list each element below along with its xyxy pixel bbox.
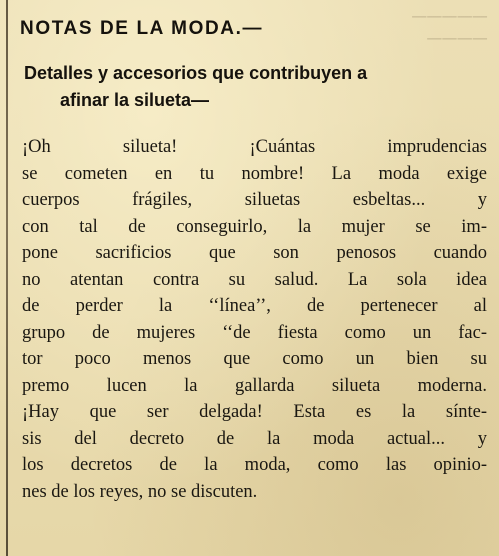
body-line: con tal de conseguirlo, la mujer se im- [22,216,487,237]
body-line: pone sacrificios que son penosos cuando [22,243,487,263]
column-rule [6,0,8,556]
article-headline: NOTAS DE LA MODA.— [20,18,264,39]
body-line: grupo de mujeres ‘‘de fiesta como un fac- [22,322,487,343]
subhead-line: Detalles y accesorios que contribuyen a [24,63,368,83]
body-line: nes de los reyes, no se discuten. [22,481,258,502]
body-line: sis del decreto de la moda actual... y [22,428,487,449]
body-line: cuerpos frágiles, siluetas esbeltas... y [22,190,487,210]
body-line: ¡Oh silueta! ¡Cuántas imprudencias [22,137,487,157]
body-line: los decretos de la moda, como las opinio- [22,455,487,475]
subhead-line: afinar la silueta— [60,90,210,110]
body-line: se cometen en tu nombre! La moda exige [22,163,487,184]
body-line: de perder la ‘‘línea’’, de pertenecer al [22,296,487,316]
bleed-through-texture: ───── ──── [411,6,487,50]
body-line: tor poco menos que como un bien su [22,349,487,369]
body-line: no atentan contra su salud. La sola idea [22,269,487,290]
body-line: premo lucen la gallarda silueta moderna. [22,375,487,396]
article-subhead [24,60,486,114]
article-body [22,134,487,505]
body-line: ¡Hay que ser delgada! Esta es la sínte- [22,402,487,422]
